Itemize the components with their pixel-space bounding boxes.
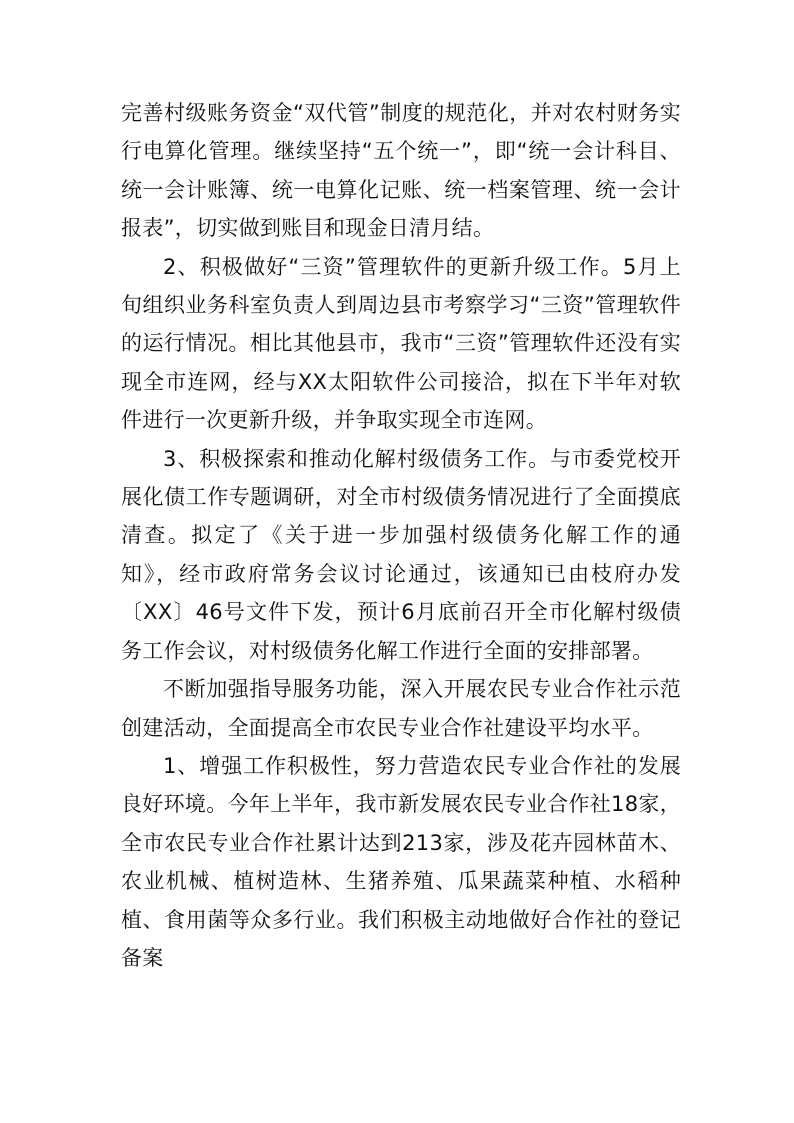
- paragraph-item-2: 2、积极做好“三资”管理软件的更新升级工作。5月上旬组织业务科室负责人到周边县市考察学习“三资”管理软件的运行情况。相比其他县市，我市“三资”管理软件还没有实现全市连网，经与XX太阳软件公司接洽，拟在下半年对软件进行一次更新升级，并争取实现全市连网。: [121, 254, 681, 433]
- paragraph-continued: 完善村级账务资金“双代管”制度的规范化，并对农村财务实行电算化管理。继续坚持“五个统一”，即“统一会计科目、统一会计账簿、统一电算化记账、统一档案管理、统一会计报表”，切实做到账目和现金日清月结。: [121, 101, 681, 241]
- document-body: [121, 94, 681, 977]
- paragraph-item-3: 3、积极探索和推动化解村级债务工作。与市委党校开展化债工作专题调研，对全市村级债务情况进行了全面摸底清查。拟定了《关于进一步加强村级债务化解工作的通知》，经市政府常务会议讨论通过，该通知已由枝府办发〔XX〕46号文件下发，预计6月底前召开全市化解村级债务工作会议，对村级债务化解工作进行全面的安排部署。: [121, 446, 681, 663]
- paragraph-section-intro: 不断加强指导服务功能，深入开展农民专业合作社示范创建活动，全面提高全市农民专业合作社建设平均水平。: [121, 677, 681, 740]
- paragraph-item-1: 1、增强工作积极性，努力营造农民专业合作社的发展良好环境。今年上半年，我市新发展农民专业合作社18家，全市农民专业合作社累计达到213家，涉及花卉园林苗木、农业机械、植树造林、生猪养殖、瓜果蔬菜种植、水稻种植、食用菌等众多行业。我们积极主动地做好合作社的登记备案: [121, 753, 681, 970]
